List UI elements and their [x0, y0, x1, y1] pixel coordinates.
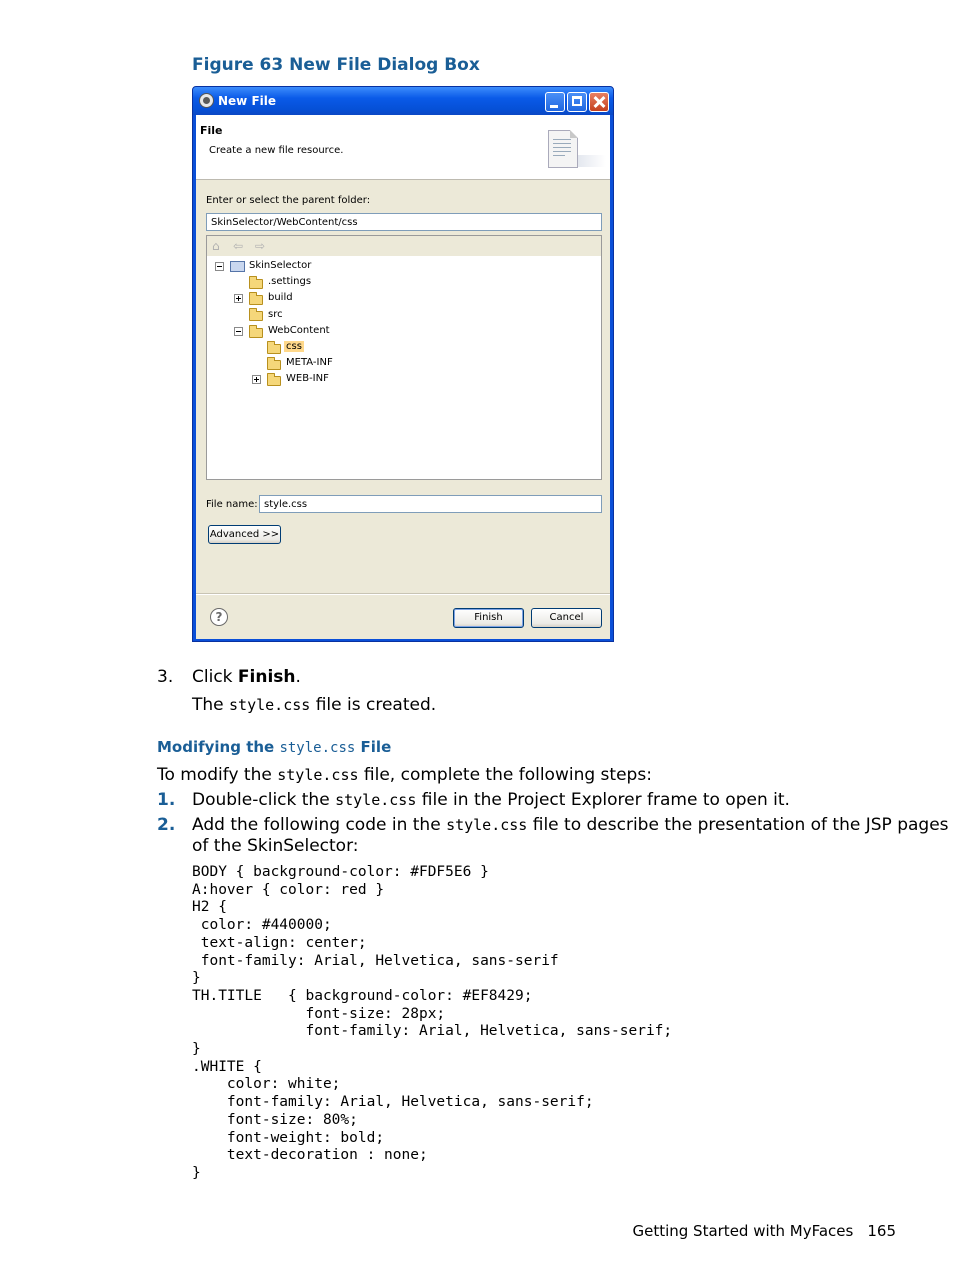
step-2-text: Add the following code in the style.css file to describe the presentation of the JSP pages	[192, 815, 949, 835]
finish-emphasis: Finish	[237, 667, 296, 687]
tree-toolbar	[207, 236, 601, 256]
maximize-button[interactable]	[567, 92, 587, 112]
new-file-wizard-icon	[548, 130, 578, 168]
folder-icon	[249, 279, 263, 289]
banner-description: Create a new file resource.	[209, 145, 344, 156]
collapse-icon[interactable]	[234, 327, 243, 336]
button-separator	[196, 593, 610, 595]
page-footer	[632, 1222, 896, 1240]
figure-caption: Figure 63 New File Dialog Box	[192, 55, 480, 75]
css-code-block: BODY { background-color: #FDF5E6 } A:hover { color: red } H2 { color: #440000; text-align: center; font-family: Arial, Helvetica, sans-serif } TH.TITLE { background-color: #EF8429; font-size: 28px; font-family: Arial, Helvetica, sans-serif; } .WHITE { color: white; font-family: Arial, Helvetica, sans-serif; font-size: 80%; font-weight: bold; text-decoration : none; }	[192, 864, 673, 1181]
tree-node-webcontent[interactable]: WebContent	[268, 325, 330, 336]
finish-button[interactable]: Finish	[453, 608, 524, 628]
expand-icon[interactable]	[252, 375, 261, 384]
back-arrow-icon[interactable]: ⇦	[233, 239, 244, 253]
tree-node-src[interactable]: src	[268, 309, 283, 320]
cancel-button[interactable]: Cancel	[531, 608, 602, 628]
step-3-result: The style.css file is created.	[192, 695, 437, 715]
minimize-button[interactable]	[545, 92, 565, 112]
title-bar[interactable]	[193, 87, 613, 115]
step-1-text: Double-click the style.css file in the Project Explorer frame to open it.	[192, 790, 790, 810]
tree-node-web-inf[interactable]: WEB-INF	[286, 373, 329, 384]
advanced-button[interactable]: Advanced >>	[208, 525, 281, 544]
help-icon[interactable]: ?	[210, 608, 228, 626]
section-heading: Modifying the style.css File	[157, 738, 392, 756]
file-name-input[interactable]: style.css	[259, 495, 602, 513]
step-3-number: 3.	[157, 667, 174, 687]
eclipse-gear-icon	[199, 93, 214, 108]
dialog-title: New File	[218, 94, 277, 108]
new-file-dialog	[192, 86, 614, 642]
expand-icon[interactable]	[234, 294, 243, 303]
tree-node-settings[interactable]: .settings	[268, 276, 312, 287]
page-number: 165	[867, 1222, 896, 1240]
folder-icon	[267, 376, 281, 386]
parent-folder-input[interactable]: SkinSelector/WebContent/css	[206, 213, 602, 231]
tree-node-skinselector[interactable]: SkinSelector	[249, 260, 312, 271]
close-button[interactable]	[589, 92, 609, 112]
folder-icon	[267, 344, 281, 354]
tree-node-css[interactable]: css	[286, 341, 302, 352]
banner-title: File	[200, 124, 223, 137]
footer-title: Getting Started with MyFaces	[632, 1222, 854, 1240]
folder-tree[interactable]	[206, 235, 602, 480]
banner-shadow	[576, 155, 606, 167]
collapse-icon[interactable]	[215, 262, 224, 271]
folder-icon	[249, 295, 263, 305]
folder-open-icon	[249, 328, 263, 338]
dialog-client-area	[196, 115, 610, 639]
step-1-number: 1.	[157, 790, 176, 810]
home-icon[interactable]: ⌂	[212, 239, 220, 253]
filename-code: style.css	[229, 696, 311, 714]
folder-icon	[249, 311, 263, 321]
step-2-number: 2.	[157, 815, 176, 835]
parent-folder-label: Enter or select the parent folder:	[206, 195, 371, 206]
tree-node-meta-inf[interactable]: META-INF	[286, 357, 333, 368]
wizard-banner	[196, 115, 610, 180]
project-icon	[230, 261, 245, 272]
folder-icon	[267, 360, 281, 370]
file-name-label: File name:	[206, 499, 258, 510]
section-intro: To modify the style.css file, complete the following steps:	[157, 765, 652, 785]
forward-arrow-icon[interactable]: ⇨	[255, 239, 266, 253]
step-3-text: Click Finish.	[192, 667, 301, 687]
step-2-text-line2: of the SkinSelector:	[192, 836, 359, 856]
tree-node-build[interactable]: build	[268, 292, 293, 303]
